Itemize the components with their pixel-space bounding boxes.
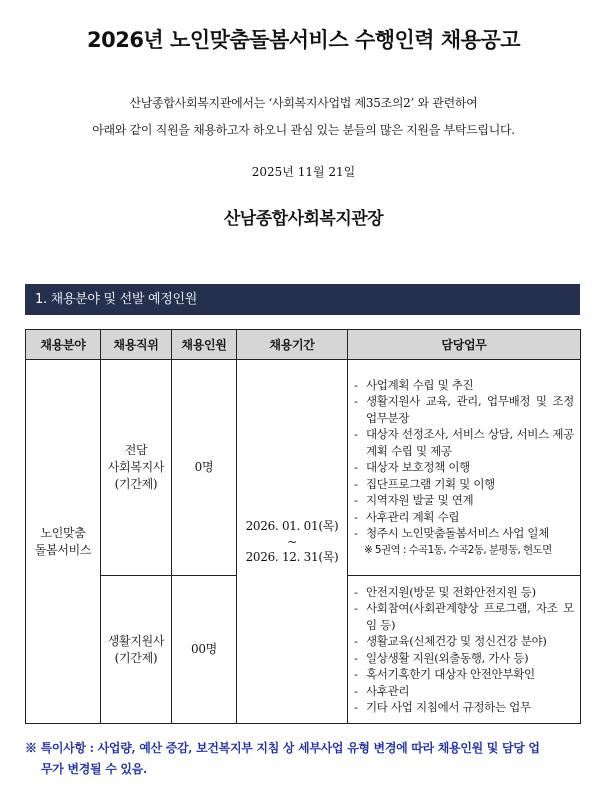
header-duties: 담당업무 [348, 330, 581, 360]
duties-list [348, 377, 580, 559]
count-cell: 00명 [172, 576, 237, 724]
period-end: 2026. 12. 31(목) [245, 549, 339, 564]
position-line: (기간제) [114, 477, 158, 491]
special-notes-line-1: ※ 특이사항 : 사업량, 예산 증감, 보건복지부 지침 상 세부사업 유형 변경에 따라 채용인원 및 담당 업 [25, 741, 540, 755]
position-cell [101, 576, 172, 724]
header-position: 채용직위 [101, 330, 172, 360]
duty-item: - 집단프로그램 기획 및 이행 [354, 476, 574, 493]
header-period: 채용기간 [237, 330, 348, 360]
field-line: 돌봄서비스 [34, 542, 92, 557]
position-line: 생활지원사 [107, 633, 165, 648]
region-note: ※ 5권역 : 수곡1동, 수곡2동, 분평동, 현도면 [364, 543, 552, 556]
period-separator: ~ [287, 534, 297, 549]
duty-item: - 안전지원(방문 및 전화안전지원 등) [354, 584, 574, 601]
duty-item: - 지역자원 발굴 및 연계 [354, 492, 574, 509]
page-title: 2026년 노인맞춤돌봄서비스 수행인력 채용공고 [86, 28, 521, 52]
table-header-row [26, 330, 581, 360]
duty-item: - 혹서기혹한기 대상자 안전안부확인 [354, 666, 574, 683]
intro-line-1: 산남종합사회복지관에서는 ‘사회복지사업법 제35조의2’ 와 관련하여 [129, 96, 478, 110]
header-count: 채용인원 [172, 330, 237, 360]
duty-item: - 사업계획 수립 및 추진 [354, 377, 574, 394]
duty-item: - 청주시 노인맞춤돌봄서비스 사업 일체 [354, 525, 574, 542]
field-cell [26, 360, 101, 724]
duties-list [348, 584, 580, 716]
special-notes-line-2: 무가 변경될 수 있음. [41, 762, 147, 776]
duty-item: - 사회참여(사회관계향상 프로그램, 자조 모임 등) [354, 600, 574, 633]
organization-name: 산남종합사회복지관장 [223, 209, 384, 229]
recruitment-table [25, 329, 581, 724]
notice-date: 2025년 11월 21일 [251, 165, 356, 179]
intro-line-2: 아래와 같이 직원을 채용하고자 하오니 관심 있는 분들의 많은 지원을 부탁드립니다. [92, 123, 515, 137]
position-line: 전담 [124, 443, 148, 457]
position-cell [101, 360, 172, 576]
duty-item: - 일상생활 지원(외출동행, 가사 등) [354, 650, 574, 667]
special-notes [25, 738, 585, 780]
position-line: 사회복지사 [107, 460, 165, 474]
count-cell: 0명 [172, 360, 237, 576]
duties-cell [348, 576, 581, 724]
period-cell [237, 360, 348, 724]
period-start: 2026. 01. 01(목) [245, 518, 339, 533]
duty-item: - 생활교육(신체건강 및 정신건강 분야) [354, 633, 574, 650]
duty-item: - 사후관리 [354, 683, 574, 700]
duties-cell [348, 360, 581, 576]
section-header-recruitment: 1. 채용분야 및 선발 예정인원 [25, 284, 580, 315]
header-field: 채용분야 [26, 330, 101, 360]
duty-item: - 생활지원사 교육, 관리, 업무배정 및 조정 업무분장 [354, 393, 574, 426]
field-line: 노인맞춤 [40, 525, 86, 540]
duty-item: - 사후관리 계획 수립 [354, 509, 574, 526]
duty-item: - 대상자 보호정책 이행 [354, 459, 574, 476]
duty-item: - 대상자 선정조사, 서비스 상담, 서비스 제공계획 수립 및 제공 [354, 426, 574, 459]
table-row [26, 360, 581, 576]
position-line: (기간제) [114, 650, 158, 665]
duty-item: - 기타 사업 지침에서 규정하는 업무 [354, 699, 574, 716]
